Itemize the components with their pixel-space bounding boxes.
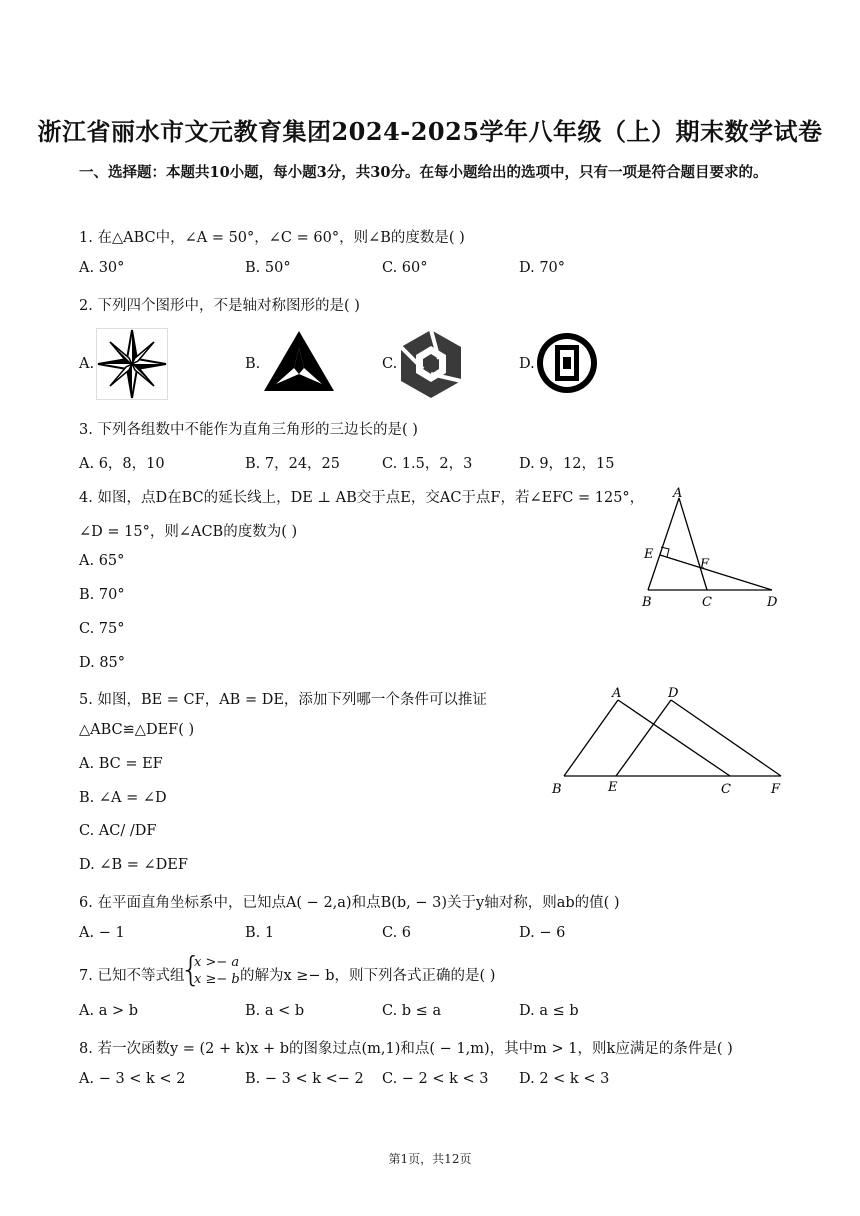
q8-option-c: C. − 2 < k < 3	[382, 1071, 489, 1087]
q4-triangle-figure	[636, 484, 786, 614]
question-4-stem-line2: ∠D = 15°，则∠ACB的度数为( )	[79, 524, 298, 540]
q7-option-b: B. a < b	[245, 1003, 305, 1019]
q1-option-a: A. 30°	[79, 260, 125, 276]
q2-option-b: B.	[245, 356, 261, 372]
page-footer: 第1页，共12页	[388, 1152, 472, 1166]
q5-option-a: A. BC = EF	[79, 756, 163, 772]
label-c: C	[721, 782, 731, 797]
q3-option-d: D. 9，12，15	[519, 456, 615, 472]
label-b: B	[552, 782, 562, 797]
q3-option-b: B. 7，24，25	[245, 456, 341, 472]
label-a: A	[612, 686, 622, 701]
hexagon-knot-icon	[398, 328, 464, 400]
question-8-stem: 8. 若一次函数y = (2 + k)x + b的图象过点(m,1)和点( − 1,m)，其中m > 1，则k应满足的条件是( )	[79, 1041, 733, 1057]
q5-option-b: B. ∠A = ∠D	[79, 790, 167, 806]
label-d: D	[668, 686, 679, 701]
label-e: E	[644, 547, 654, 562]
q7-option-c: C. b ≤ a	[382, 1003, 442, 1019]
question-3-stem: 3. 下列各组数中不能作为直角三角形的三边长的是( )	[79, 422, 418, 438]
question-7-stem-pre: 7. 已知不等式组	[79, 968, 185, 984]
label-c: C	[702, 595, 712, 610]
question-7-stem-post: 的解为x ≥− b，则下列各式正确的是( )	[240, 968, 496, 984]
compass-star-icon	[96, 328, 168, 400]
q1-option-b: B. 50°	[245, 260, 291, 276]
q6-option-b: B. 1	[245, 925, 275, 941]
page-title: 浙江省丽水市文元教育集团2024-2025学年八年级（上）期末数学试卷	[37, 117, 823, 146]
q1-option-d: D. 70°	[519, 260, 566, 276]
q4-option-a: A. 65°	[79, 553, 125, 569]
question-5-stem-line1: 5. 如图，BE = CF，AB = DE，添加下列哪一个条件可以推证	[79, 692, 487, 708]
q7-system-line2: x ≥− b	[194, 972, 240, 987]
label-f: F	[771, 782, 781, 797]
q8-option-b: B. − 3 < k <− 2	[245, 1071, 364, 1087]
label-f: F	[700, 557, 710, 572]
q2-option-a: A.	[79, 356, 95, 372]
q5-option-c: C. AC/ /DF	[79, 823, 157, 839]
q2-option-c: C.	[382, 356, 398, 372]
question-2-stem: 2. 下列四个图形中，不是轴对称图形的是( )	[79, 298, 360, 314]
q7-option-a: A. a > b	[79, 1003, 138, 1019]
q7-option-d: D. a ≤ b	[519, 1003, 579, 1019]
q8-option-d: D. 2 < k < 3	[519, 1071, 610, 1087]
q3-option-a: A. 6，8，10	[79, 456, 165, 472]
question-1-stem: 1. 在△ABC中，∠A = 50°，∠C = 60°，则∠B的度数是( )	[79, 230, 465, 246]
triangle-star-icon	[262, 328, 336, 394]
coin-icon	[534, 330, 600, 396]
label-e: E	[608, 780, 618, 795]
q5-option-d: D. ∠B = ∠DEF	[79, 857, 188, 873]
label-a: A	[673, 486, 683, 501]
q4-option-b: B. 70°	[79, 587, 125, 603]
label-d: D	[767, 595, 778, 610]
q8-option-a: A. − 3 < k < 2	[79, 1071, 186, 1087]
q6-option-c: C. 6	[382, 925, 412, 941]
q4-option-c: C. 75°	[79, 621, 125, 637]
question-5-stem-line2: △ABC≌△DEF( )	[79, 722, 195, 738]
q4-option-d: D. 85°	[79, 655, 126, 671]
question-4-stem-line1: 4. 如图，点D在BC的延长线上，DE ⊥ AB交于点E，交AC于点F，若∠EFC = 125°，	[79, 490, 645, 506]
question-6-stem: 6. 在平面直角坐标系中，已知点A( − 2,a)和点B(b, − 3)关于y轴对称，则ab的值( )	[79, 895, 620, 911]
q6-option-d: D. − 6	[519, 925, 566, 941]
label-b: B	[642, 595, 652, 610]
q5-congruent-triangles-figure	[548, 682, 788, 800]
section-heading: 一、选择题：本题共10小题，每小题3分，共30分。在每小题给出的选项中，只有一项是符合题目要求的。	[79, 164, 768, 181]
q3-option-c: C. 1.5，2，3	[382, 456, 473, 472]
q2-option-d: D.	[519, 356, 535, 372]
q1-option-c: C. 60°	[382, 260, 428, 276]
q7-system-line1: x >− a	[194, 955, 240, 970]
q6-option-a: A. − 1	[79, 925, 125, 941]
system-brace: {	[180, 950, 202, 990]
